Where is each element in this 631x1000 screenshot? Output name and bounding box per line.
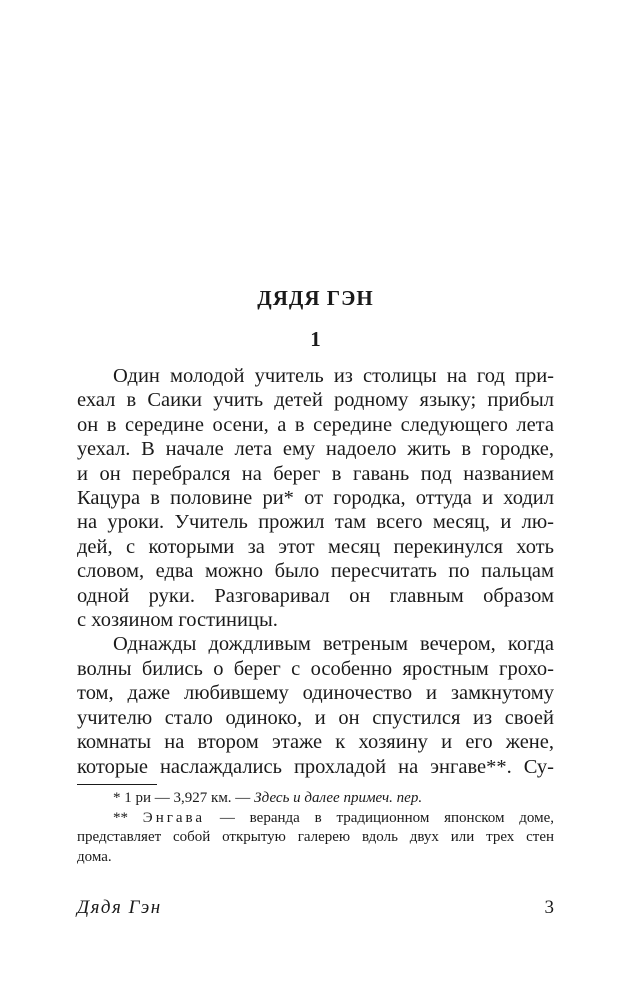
text-line: Однажды дождливым ветреным вечером, когда bbox=[113, 633, 554, 656]
body-text bbox=[77, 364, 554, 779]
footnote-1: * 1 ри — 3,927 км. — Здесь и далее примеч. пер. bbox=[113, 790, 423, 806]
footnote-divider bbox=[77, 784, 157, 785]
text-line: словом, едва можно было пересчитать по пальцам bbox=[77, 560, 554, 583]
text-line: с хозяином гостиницы. bbox=[77, 609, 278, 632]
footnote-2-term: Энгава bbox=[142, 809, 206, 826]
footnote-2: ** Энгава — веранда в традиционном японском доме, bbox=[113, 809, 555, 826]
story-title: ДЯДЯ ГЭН bbox=[257, 286, 374, 310]
footnote-2-line: дома. bbox=[77, 848, 112, 865]
footnote-2-line: представляет собой открытую галерею вдоль двух или трех стен bbox=[77, 829, 554, 845]
footnote-1-note: Здесь и далее примеч. пер. bbox=[254, 790, 423, 806]
text-line: волны бились о берег с особенно яростным грохо- bbox=[77, 657, 554, 680]
chapter-number: 1 bbox=[310, 327, 321, 351]
text-line: ехал в Саики учить детей родному языку; прибыл bbox=[77, 389, 554, 412]
text-line: комнаты на втором этаже к хозяину и его жене, bbox=[77, 731, 554, 754]
running-head: Дядя Гэн bbox=[77, 897, 162, 918]
text-line: Кацура в половине ри* от городка, оттуда и ходил bbox=[77, 487, 554, 510]
text-line: которые наслаждались прохладой на энгаве**. Су- bbox=[77, 755, 554, 778]
footnotes bbox=[77, 789, 554, 867]
text-line: уехал. В начале лета ему надоело жить в городке, bbox=[77, 438, 554, 461]
text-line: он в середине осени, а в середине следующего лета bbox=[77, 413, 554, 436]
text-line: Один молодой учитель из столицы на год при- bbox=[113, 365, 554, 387]
text-line: и он перебрался на берег в гавань под названием bbox=[77, 462, 554, 485]
text-line: на уроки. Учитель прожил там всего месяц, и лю- bbox=[77, 511, 554, 534]
text-line: том, даже любившему одиночество и замкнутому bbox=[77, 682, 554, 705]
page-number: 3 bbox=[544, 897, 554, 918]
text-line: учителю стало одиноко, и он спустился из своей bbox=[77, 706, 554, 729]
text-line: одной руки. Разговаривал он главным образом bbox=[77, 584, 554, 607]
text-line: дей, с которыми за этот месяц перекинулся хоть bbox=[77, 535, 554, 558]
